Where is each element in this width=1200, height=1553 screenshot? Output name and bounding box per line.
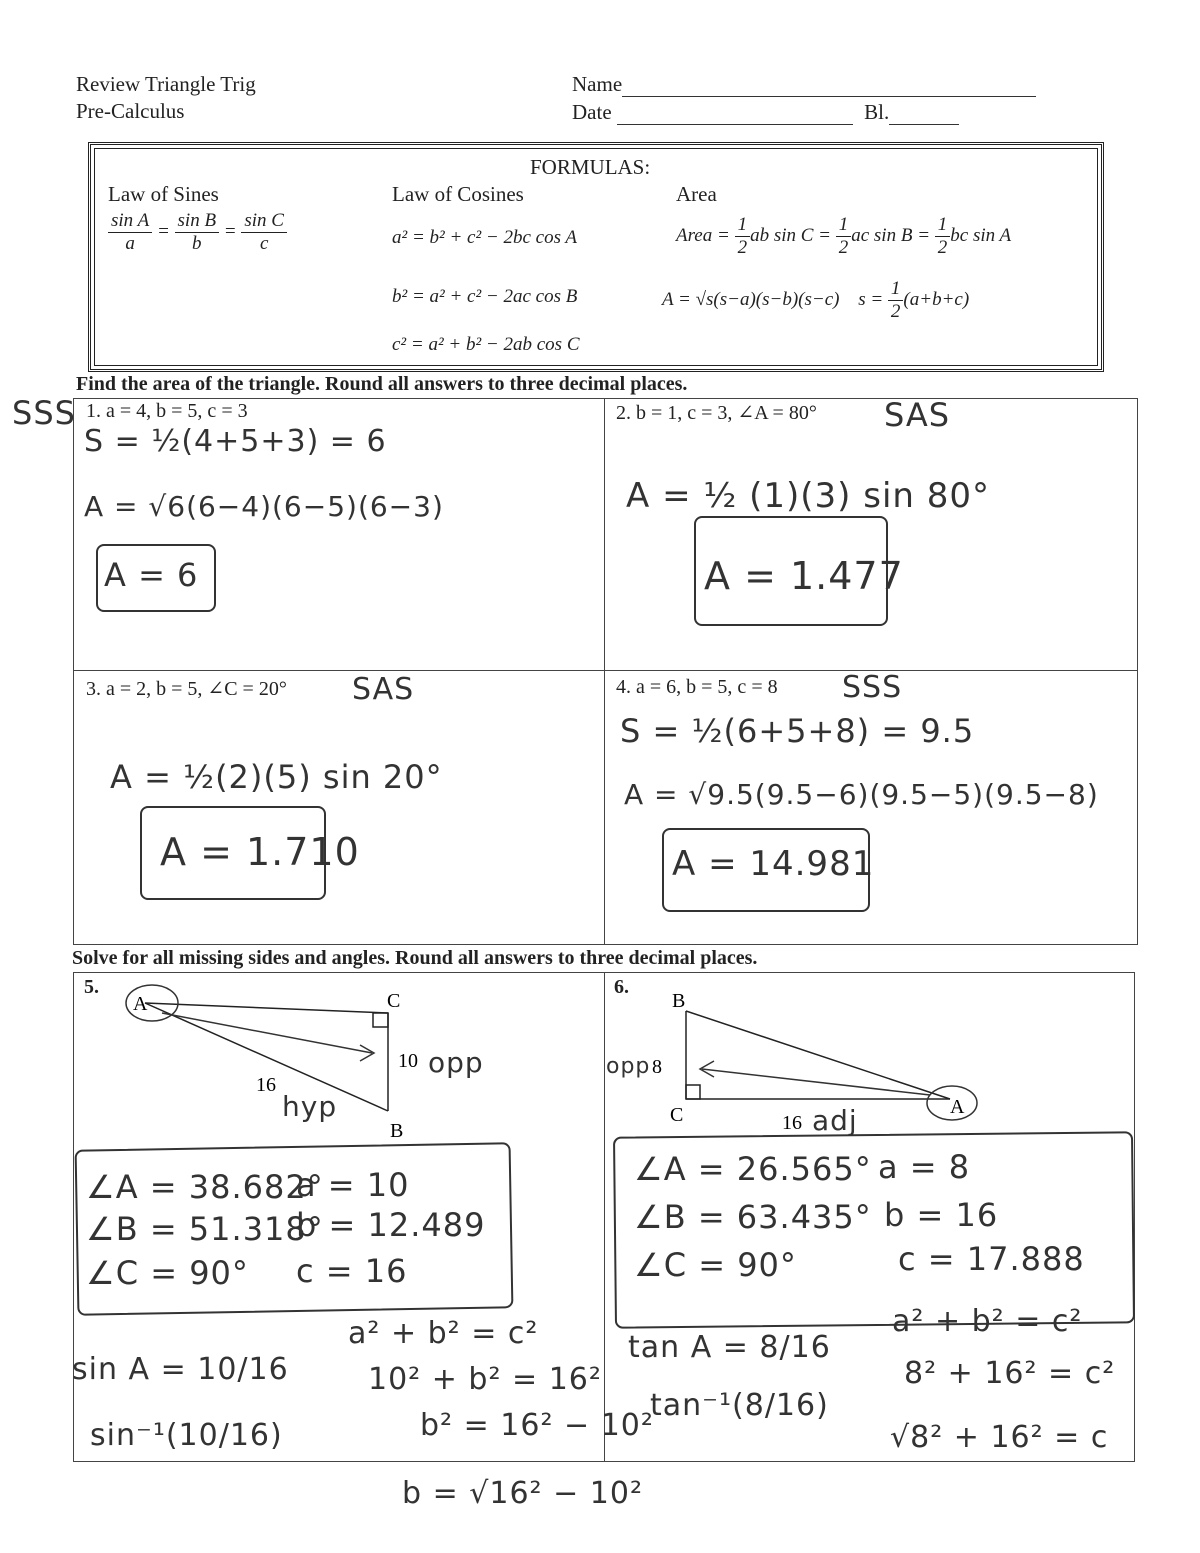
p5-arrow-line xyxy=(162,1013,372,1053)
p5-side-10: 10 xyxy=(398,1050,418,1072)
problem-3-tag: SAS xyxy=(352,672,415,707)
problem-1-work-2: A = √6(6−4)(6−5)(6−3) xyxy=(84,490,444,523)
block-blank[interactable] xyxy=(889,106,959,125)
law-of-cosines-eq1: a² = b² + c² − 2bc cos A xyxy=(392,227,578,248)
half-num-1: 1 xyxy=(735,214,751,237)
area-title: Area xyxy=(676,182,717,206)
problem-4-work-1: S = ½(6+5+8) = 9.5 xyxy=(620,712,975,750)
s-half-num: 1 xyxy=(888,278,904,301)
p5-side-b: b = 12.489 xyxy=(296,1206,486,1244)
sines-den-c: c xyxy=(259,233,269,254)
sines-num-b: sin B xyxy=(175,210,220,233)
p5-pythag-1: a² + b² = c² xyxy=(348,1316,539,1351)
section1-instruction: Find the area of the triangle. Round all answers to three decimal places. xyxy=(76,373,688,395)
name-blank[interactable] xyxy=(622,78,1036,97)
area-prefix: Area = xyxy=(676,224,730,246)
problem-3-label: 3. a = 2, b = 5, ∠C = 20° xyxy=(86,678,287,700)
s-suffix: (a+b+c) xyxy=(903,288,970,310)
p5-side-ac xyxy=(145,1003,388,1013)
p6-vertex-c: C xyxy=(670,1104,684,1126)
sines-den-a: a xyxy=(125,233,135,254)
law-of-cosines-eq2: b² = a² + c² − 2ac cos B xyxy=(392,286,578,307)
law-of-sines-title: Law of Sines xyxy=(108,182,219,206)
name-label: Name xyxy=(572,72,623,96)
p5-vertex-b: B xyxy=(390,1120,404,1142)
p5-vertex-c: C xyxy=(387,990,401,1012)
problem-2-tag: SAS xyxy=(884,396,951,434)
p6-pythag-3: √8² + 16² = c xyxy=(890,1420,1109,1455)
p6-side-16: 16 xyxy=(782,1112,802,1134)
p5-sin-ratio: sin A = 10/16 xyxy=(72,1352,289,1387)
problem-4-tag: SSS xyxy=(842,670,903,705)
half-num-3: 1 xyxy=(935,214,951,237)
problem-3-work-1: A = ½(2)(5) sin 20° xyxy=(110,758,443,796)
problem-5-triangle-diagram xyxy=(100,975,460,1140)
p6-pythag-1: a² + b² = c² xyxy=(892,1304,1083,1339)
course-name: Pre-Calculus xyxy=(76,99,185,123)
formulas-heading: FORMULAS: xyxy=(530,155,651,179)
p6-side-b: b = 16 xyxy=(884,1196,999,1234)
p5-pythag-2: 10² + b² = 16² xyxy=(368,1362,602,1397)
p5-side-c: c = 16 xyxy=(296,1252,408,1290)
date-label: Date xyxy=(572,100,612,124)
p6-vertex-a: A xyxy=(950,1096,965,1118)
p6-tan-ratio: tan A = 8/16 xyxy=(628,1330,831,1365)
law-of-cosines-title: Law of Cosines xyxy=(392,182,524,206)
p6-side-a: a = 8 xyxy=(878,1148,971,1186)
problem-1-work-1: S = ½(4+5+3) = 6 xyxy=(84,424,387,459)
p5-opp-note: opp xyxy=(428,1046,484,1079)
p6-vertex-b: B xyxy=(672,990,686,1012)
problem-2-label: 2. b = 1, c = 3, ∠A = 80° xyxy=(616,402,817,424)
sines-num-c: sin C xyxy=(241,210,287,233)
law-of-sines-formula: $\frac{\text{sin A}}{a}$ = $\frac{\text{sin B}}{b}$ = $\frac{\text{sin C}}{c}$ xyxy=(108,210,287,255)
half-den-2: 2 xyxy=(838,237,849,258)
p5-right-angle-mark xyxy=(373,1013,388,1027)
sines-den-b: b xyxy=(192,233,202,254)
p5-side-a: a = 10 xyxy=(296,1166,410,1204)
area-term-1: ab sin C = xyxy=(750,224,831,246)
p5-angle-c: ∠C = 90° xyxy=(86,1254,249,1292)
p6-pythag-2: 8² + 16² = c² xyxy=(904,1356,1116,1391)
p5-hyp-note: hyp xyxy=(282,1090,338,1123)
problem-4-work-2: A = √9.5(9.5−6)(9.5−5)(9.5−8) xyxy=(624,778,1099,811)
p6-angle-c: ∠C = 90° xyxy=(634,1246,797,1284)
p6-right-angle-mark xyxy=(686,1085,700,1099)
area-formula xyxy=(676,214,1011,259)
p6-side-8: 8 xyxy=(652,1056,662,1078)
p6-adj-note: adj xyxy=(812,1104,858,1137)
problem-2-answer: A = 1.477 xyxy=(704,554,904,598)
p6-angle-a: ∠A = 26.565° xyxy=(634,1150,872,1188)
s-prefix: s = xyxy=(858,288,884,310)
problem-5-number: 5. xyxy=(84,976,99,998)
area-term-2: ac sin B = xyxy=(851,224,931,246)
half-den-3: 2 xyxy=(937,237,948,258)
block-label: Bl. xyxy=(864,100,890,124)
p6-arrow-line xyxy=(702,1069,930,1095)
date-field[interactable] xyxy=(572,100,959,125)
date-blank[interactable] xyxy=(617,106,853,125)
p6-angle-b: ∠B = 63.435° xyxy=(634,1198,872,1236)
p5-vertex-a: A xyxy=(133,993,148,1015)
heron-expression: A = √s(s−a)(s−b)(s−c) xyxy=(662,288,840,310)
problem-4-answer: A = 14.981 xyxy=(672,844,875,884)
p6-inverse-tan: tan⁻¹(8/16) xyxy=(650,1388,829,1423)
area-term-3: bc sin A xyxy=(950,224,1012,246)
p5-pythag-3: b² = 16² − 10² xyxy=(420,1408,654,1443)
s-half-den: 2 xyxy=(890,301,901,322)
p5-angle-a: ∠A = 38.682° xyxy=(86,1168,324,1206)
half-den-1: 2 xyxy=(737,237,748,258)
p5-side-16: 16 xyxy=(256,1074,276,1096)
heron-formula xyxy=(662,278,969,323)
worksheet-title: Review Triangle Trig xyxy=(76,72,256,96)
problem-1-answer: A = 6 xyxy=(104,556,199,594)
p5-angle-b: ∠B = 51.318° xyxy=(86,1210,324,1248)
section2-instruction: Solve for all missing sides and angles. Round all answers to three decimal places. xyxy=(72,947,758,969)
sss-margin-note: SSS xyxy=(12,394,76,432)
p6-side-ba xyxy=(686,1011,950,1099)
p5-inverse-sin: sin⁻¹(10/16) xyxy=(90,1418,283,1453)
problem-3-answer: A = 1.710 xyxy=(160,830,360,874)
name-field[interactable] xyxy=(572,72,1036,97)
problem-4-label: 4. a = 6, b = 5, c = 8 xyxy=(616,676,778,698)
problem-1-label: 1. a = 4, b = 5, c = 3 xyxy=(86,400,248,422)
problem-2-work-1: A = ½ (1)(3) sin 80° xyxy=(626,476,991,516)
p6-side-c: c = 17.888 xyxy=(898,1240,1085,1278)
law-of-cosines-eq3: c² = a² + b² − 2ab cos C xyxy=(392,334,580,355)
p5-side-b-root: b = √16² − 10² xyxy=(402,1476,643,1511)
sines-num-a: sin A xyxy=(108,210,152,233)
p6-opp-note: opp xyxy=(606,1054,651,1079)
half-num-2: 1 xyxy=(836,214,852,237)
problem-6-number: 6. xyxy=(614,976,629,998)
